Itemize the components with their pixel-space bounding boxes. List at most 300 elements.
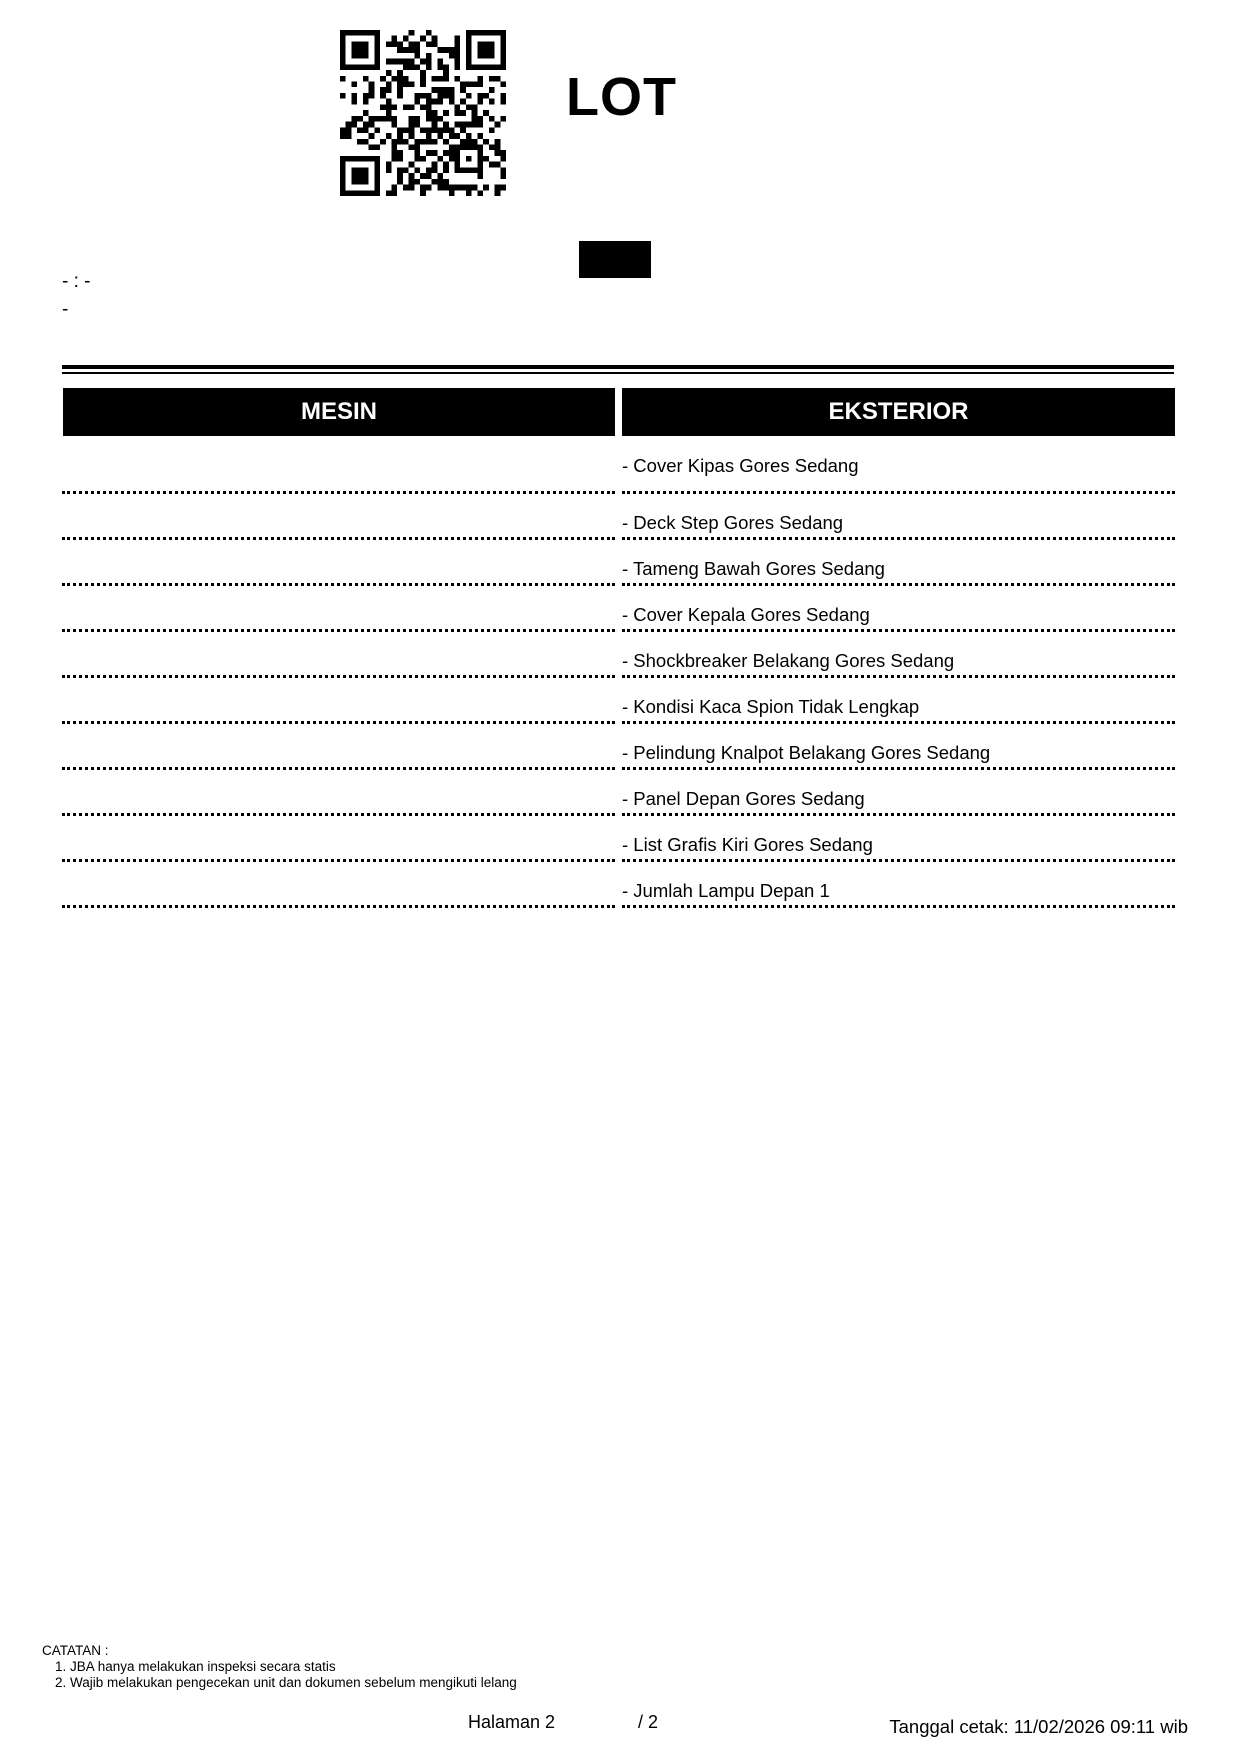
eksterior-row: - Tameng Bawah Gores Sedang [622,540,1175,586]
qr-module [392,139,398,145]
header-divider-thick [62,365,1174,369]
qr-module [409,173,415,179]
qr-module [449,87,455,93]
qr-module [409,133,415,139]
qr-module [409,104,415,110]
qr-module [449,185,455,191]
qr-module [489,30,495,36]
qr-module [454,59,460,65]
qr-module [397,47,403,53]
qr-module [466,133,472,139]
qr-module [392,104,398,110]
qr-module [392,144,398,150]
qr-module [409,185,415,191]
qr-module [403,47,409,53]
qr-module [443,185,449,191]
note-item: 1. JBA hanya melakukan inspeksi secara statis [70,1659,517,1675]
qr-module [500,64,506,70]
qr-module [363,76,369,82]
qr-module [420,76,426,82]
qr-module [454,144,460,150]
qr-module [437,87,443,93]
notes [42,1643,517,1691]
qr-module [437,173,443,179]
qr-module [397,156,403,162]
qr-module [449,127,455,133]
qr-module [340,173,346,179]
qr-module [489,47,495,53]
qr-module [466,144,472,150]
qr-module [466,167,472,173]
qr-module [386,82,392,88]
meta-line-2: - [62,299,69,320]
qr-module [363,47,369,53]
qr-module [397,179,403,185]
qr-module [466,36,472,42]
qr-module [500,116,506,122]
page-label: Halaman 2 [468,1712,556,1732]
qr-module [346,156,352,162]
qr-module [357,139,363,145]
qr-module [374,185,380,191]
qr-module [454,47,460,53]
qr-module [380,116,386,122]
mesin-row [62,678,615,724]
qr-module [449,93,455,99]
qr-module [374,64,380,70]
qr-module [477,76,483,82]
qr-module [403,104,409,110]
qr-module [346,30,352,36]
qr-module [374,30,380,36]
mesin-row [62,540,615,586]
qr-module [432,99,438,105]
qr-module [380,93,386,99]
qr-module [477,162,483,168]
qr-module [374,156,380,162]
mesin-row [62,770,615,816]
qr-module [414,139,420,145]
qr-module [340,93,346,99]
qr-module [340,53,346,59]
qr-module [420,59,426,65]
qr-module [420,93,426,99]
qr-module [489,53,495,59]
qr-module [437,99,443,105]
qr-module [392,76,398,82]
qr-module [466,47,472,53]
note-item: 2. Wajib melakukan pengecekan unit dan dokumen sebelum mengikuti lelang [70,1675,517,1691]
qr-module [363,167,369,173]
qr-module [449,53,455,59]
qr-module [386,167,392,173]
qr-module [386,59,392,65]
qr-module [495,139,501,145]
qr-module [477,190,483,196]
qr-module [454,53,460,59]
qr-module [489,99,495,105]
qr-module [357,64,363,70]
qr-module [477,173,483,179]
qr-module [414,167,420,173]
qr-module [340,133,346,139]
qr-module [426,59,432,65]
qr-module [351,82,357,88]
qr-module [449,133,455,139]
qr-module [426,116,432,122]
qr-module [466,41,472,47]
qr-module [369,64,375,70]
qr-module [460,127,466,133]
qr-module [414,156,420,162]
qr-module [449,99,455,105]
qr-module [460,185,466,191]
qr-module [420,185,426,191]
qr-module [500,47,506,53]
qr-module [483,64,489,70]
qr-module [351,30,357,36]
qr-module [340,190,346,196]
qr-module [346,190,352,196]
qr-module [432,87,438,93]
qr-module [409,41,415,47]
qr-module [363,110,369,116]
qr-module [454,167,460,173]
qr-module [432,122,438,128]
qr-module [386,133,392,139]
qr-module [483,156,489,162]
qr-module [472,110,478,116]
qr-module [409,47,415,53]
qr-module [374,173,380,179]
meta-line-1: - : - [62,271,91,292]
qr-module [392,59,398,65]
qr-module [500,53,506,59]
qr-module [403,167,409,173]
qr-module [340,127,346,133]
qr-module [340,47,346,53]
qr-module [477,30,483,36]
qr-module [443,76,449,82]
qr-module [500,167,506,173]
qr-module [397,127,403,133]
qr-module [460,167,466,173]
qr-module [437,93,443,99]
qr-module [414,116,420,122]
qr-module [363,64,369,70]
qr-module [449,156,455,162]
qr-module [437,76,443,82]
qr-module [397,133,403,139]
qr-module [369,190,375,196]
qr-module [357,179,363,185]
qr-module [357,190,363,196]
qr-module [477,99,483,105]
qr-module [483,93,489,99]
qr-module [426,133,432,139]
qr-module [460,99,466,105]
qr-module [460,82,466,88]
qr-module [495,122,501,128]
qr-module [454,64,460,70]
qr-module [426,30,432,36]
qr-module [351,116,357,122]
qr-module [472,30,478,36]
qr-module [420,36,426,42]
qr-module [351,93,357,99]
qr-module [426,93,432,99]
qr-module [403,59,409,65]
qr-module [363,127,369,133]
qr-module [357,116,363,122]
qr-module [397,167,403,173]
qr-module [477,116,483,122]
qr-module [500,59,506,65]
print-date: Tanggal cetak: 11/02/2026 09:11 wib [889,1716,1188,1737]
qr-module [466,139,472,145]
qr-module [363,93,369,99]
qr-module [454,122,460,128]
qr-module [472,104,478,110]
qr-module [409,82,415,88]
qr-module [460,87,466,93]
qr-module [483,47,489,53]
qr-module [409,59,415,65]
qr-module [414,144,420,150]
qr-module [340,167,346,173]
qr-module [414,47,420,53]
qr-module [351,53,357,59]
qr-module [443,70,449,76]
qr-module [392,116,398,122]
qr-module [351,41,357,47]
qr-module [369,133,375,139]
qr-module [477,47,483,53]
qr-module [409,127,415,133]
qr-module [340,36,346,42]
qr-module [340,156,346,162]
qr-module [495,150,501,156]
qr-module [351,122,357,128]
qr-module [414,122,420,128]
qr-module [500,173,506,179]
qr-module [409,144,415,150]
mesin-row [62,862,615,908]
qr-module [351,179,357,185]
qr-module [340,162,346,168]
qr-module [432,76,438,82]
qr-module [392,41,398,47]
qr-module [466,53,472,59]
qr-module [443,87,449,93]
qr-module [363,179,369,185]
qr-module [351,47,357,53]
qr-module [403,76,409,82]
qr-module [414,99,420,105]
qr-module [472,139,478,145]
qr-module [443,139,449,145]
qr-module [432,167,438,173]
eksterior-row: - Deck Step Gores Sedang [622,494,1175,540]
qr-module [489,76,495,82]
qr-module [420,104,426,110]
page-total: / 2 [638,1712,659,1732]
qr-module [369,30,375,36]
mesin-column [63,388,615,908]
qr-module [495,190,501,196]
qr-module [363,41,369,47]
qr-module [500,185,506,191]
qr-module [386,104,392,110]
qr-module [403,64,409,70]
qr-module [466,122,472,128]
qr-module [363,173,369,179]
qr-module [409,179,415,185]
qr-module [432,127,438,133]
notes-list [42,1659,517,1691]
qr-module [351,167,357,173]
qr-module [437,179,443,185]
eksterior-row: - Kondisi Kaca Spion Tidak Lengkap [622,678,1175,724]
qr-module [483,185,489,191]
qr-module [454,162,460,168]
qr-module [426,139,432,145]
qr-module [414,41,420,47]
qr-module [477,150,483,156]
qr-module [397,93,403,99]
header-divider-thin [62,372,1174,374]
qr-module [374,127,380,133]
qr-module [495,162,501,168]
qr-module [397,173,403,179]
qr-module [443,93,449,99]
qr-module [369,87,375,93]
qr-module [500,82,506,88]
qr-module [351,173,357,179]
qr-module [437,156,443,162]
mesin-header: MESIN [63,388,615,436]
qr-module [477,41,483,47]
qr-module [392,150,398,156]
qr-module [357,41,363,47]
qr-module [397,41,403,47]
qr-module [374,167,380,173]
qr-module [386,87,392,93]
qr-module [483,139,489,145]
qr-module [432,179,438,185]
qr-module [449,190,455,196]
qr-module [426,64,432,70]
qr-module [449,144,455,150]
qr-module [500,36,506,42]
qr-module [466,185,472,191]
qr-module [489,162,495,168]
qr-module [495,30,501,36]
qr-module [466,64,472,70]
qr-module [437,127,443,133]
qr-module [374,190,380,196]
qr-module [489,87,495,93]
notes-title: CATATAN : [42,1643,109,1658]
qr-module [357,127,363,133]
qr-module [472,167,478,173]
qr-module [420,82,426,88]
qr-module [374,144,380,150]
qr-module [500,41,506,47]
qr-module [489,127,495,133]
qr-module [454,133,460,139]
qr-module [477,64,483,70]
qr-module [386,190,392,196]
qr-module [483,41,489,47]
qr-module [403,82,409,88]
qr-module [443,162,449,168]
qr-module [340,30,346,36]
qr-module [454,36,460,42]
qr-module [374,41,380,47]
qr-module [374,36,380,42]
qr-module [363,190,369,196]
qr-module [357,53,363,59]
qr-module [420,139,426,145]
eksterior-row: - Shockbreaker Belakang Gores Sedang [622,632,1175,678]
qr-module [426,53,432,59]
qr-module [420,70,426,76]
eksterior-column [622,388,1175,908]
qr-module [489,116,495,122]
qr-module [454,156,460,162]
qr-module [500,156,506,162]
eksterior-row: - Pelindung Knalpot Belakang Gores Sedang [622,724,1175,770]
qr-module [369,156,375,162]
qr-module [466,59,472,65]
qr-module [454,150,460,156]
qr-module [495,64,501,70]
qr-module [449,150,455,156]
qr-module [454,41,460,47]
qr-module [414,150,420,156]
qr-module [483,110,489,116]
qr-module [454,185,460,191]
qr-module [454,76,460,82]
qr-module [414,93,420,99]
qr-module [466,82,472,88]
qr-module [489,64,495,70]
qr-module [403,185,409,191]
qr-module [472,116,478,122]
qr-module [437,116,443,122]
qr-module [432,150,438,156]
mesin-row [62,436,615,494]
qr-module [351,156,357,162]
qr-module [426,110,432,116]
qr-module [426,167,432,173]
mesin-row [62,816,615,862]
eksterior-row: - Cover Kipas Gores Sedang [622,436,1175,494]
qr-module [432,36,438,42]
qr-module [380,87,386,93]
qr-module [397,87,403,93]
qr-module [340,41,346,47]
qr-module [374,179,380,185]
qr-module [414,64,420,70]
qr-module [386,99,392,105]
qr-module [397,139,403,145]
eksterior-row: - Panel Depan Gores Sedang [622,770,1175,816]
qr-module [466,156,472,162]
qr-module [340,179,346,185]
qr-module [357,156,363,162]
